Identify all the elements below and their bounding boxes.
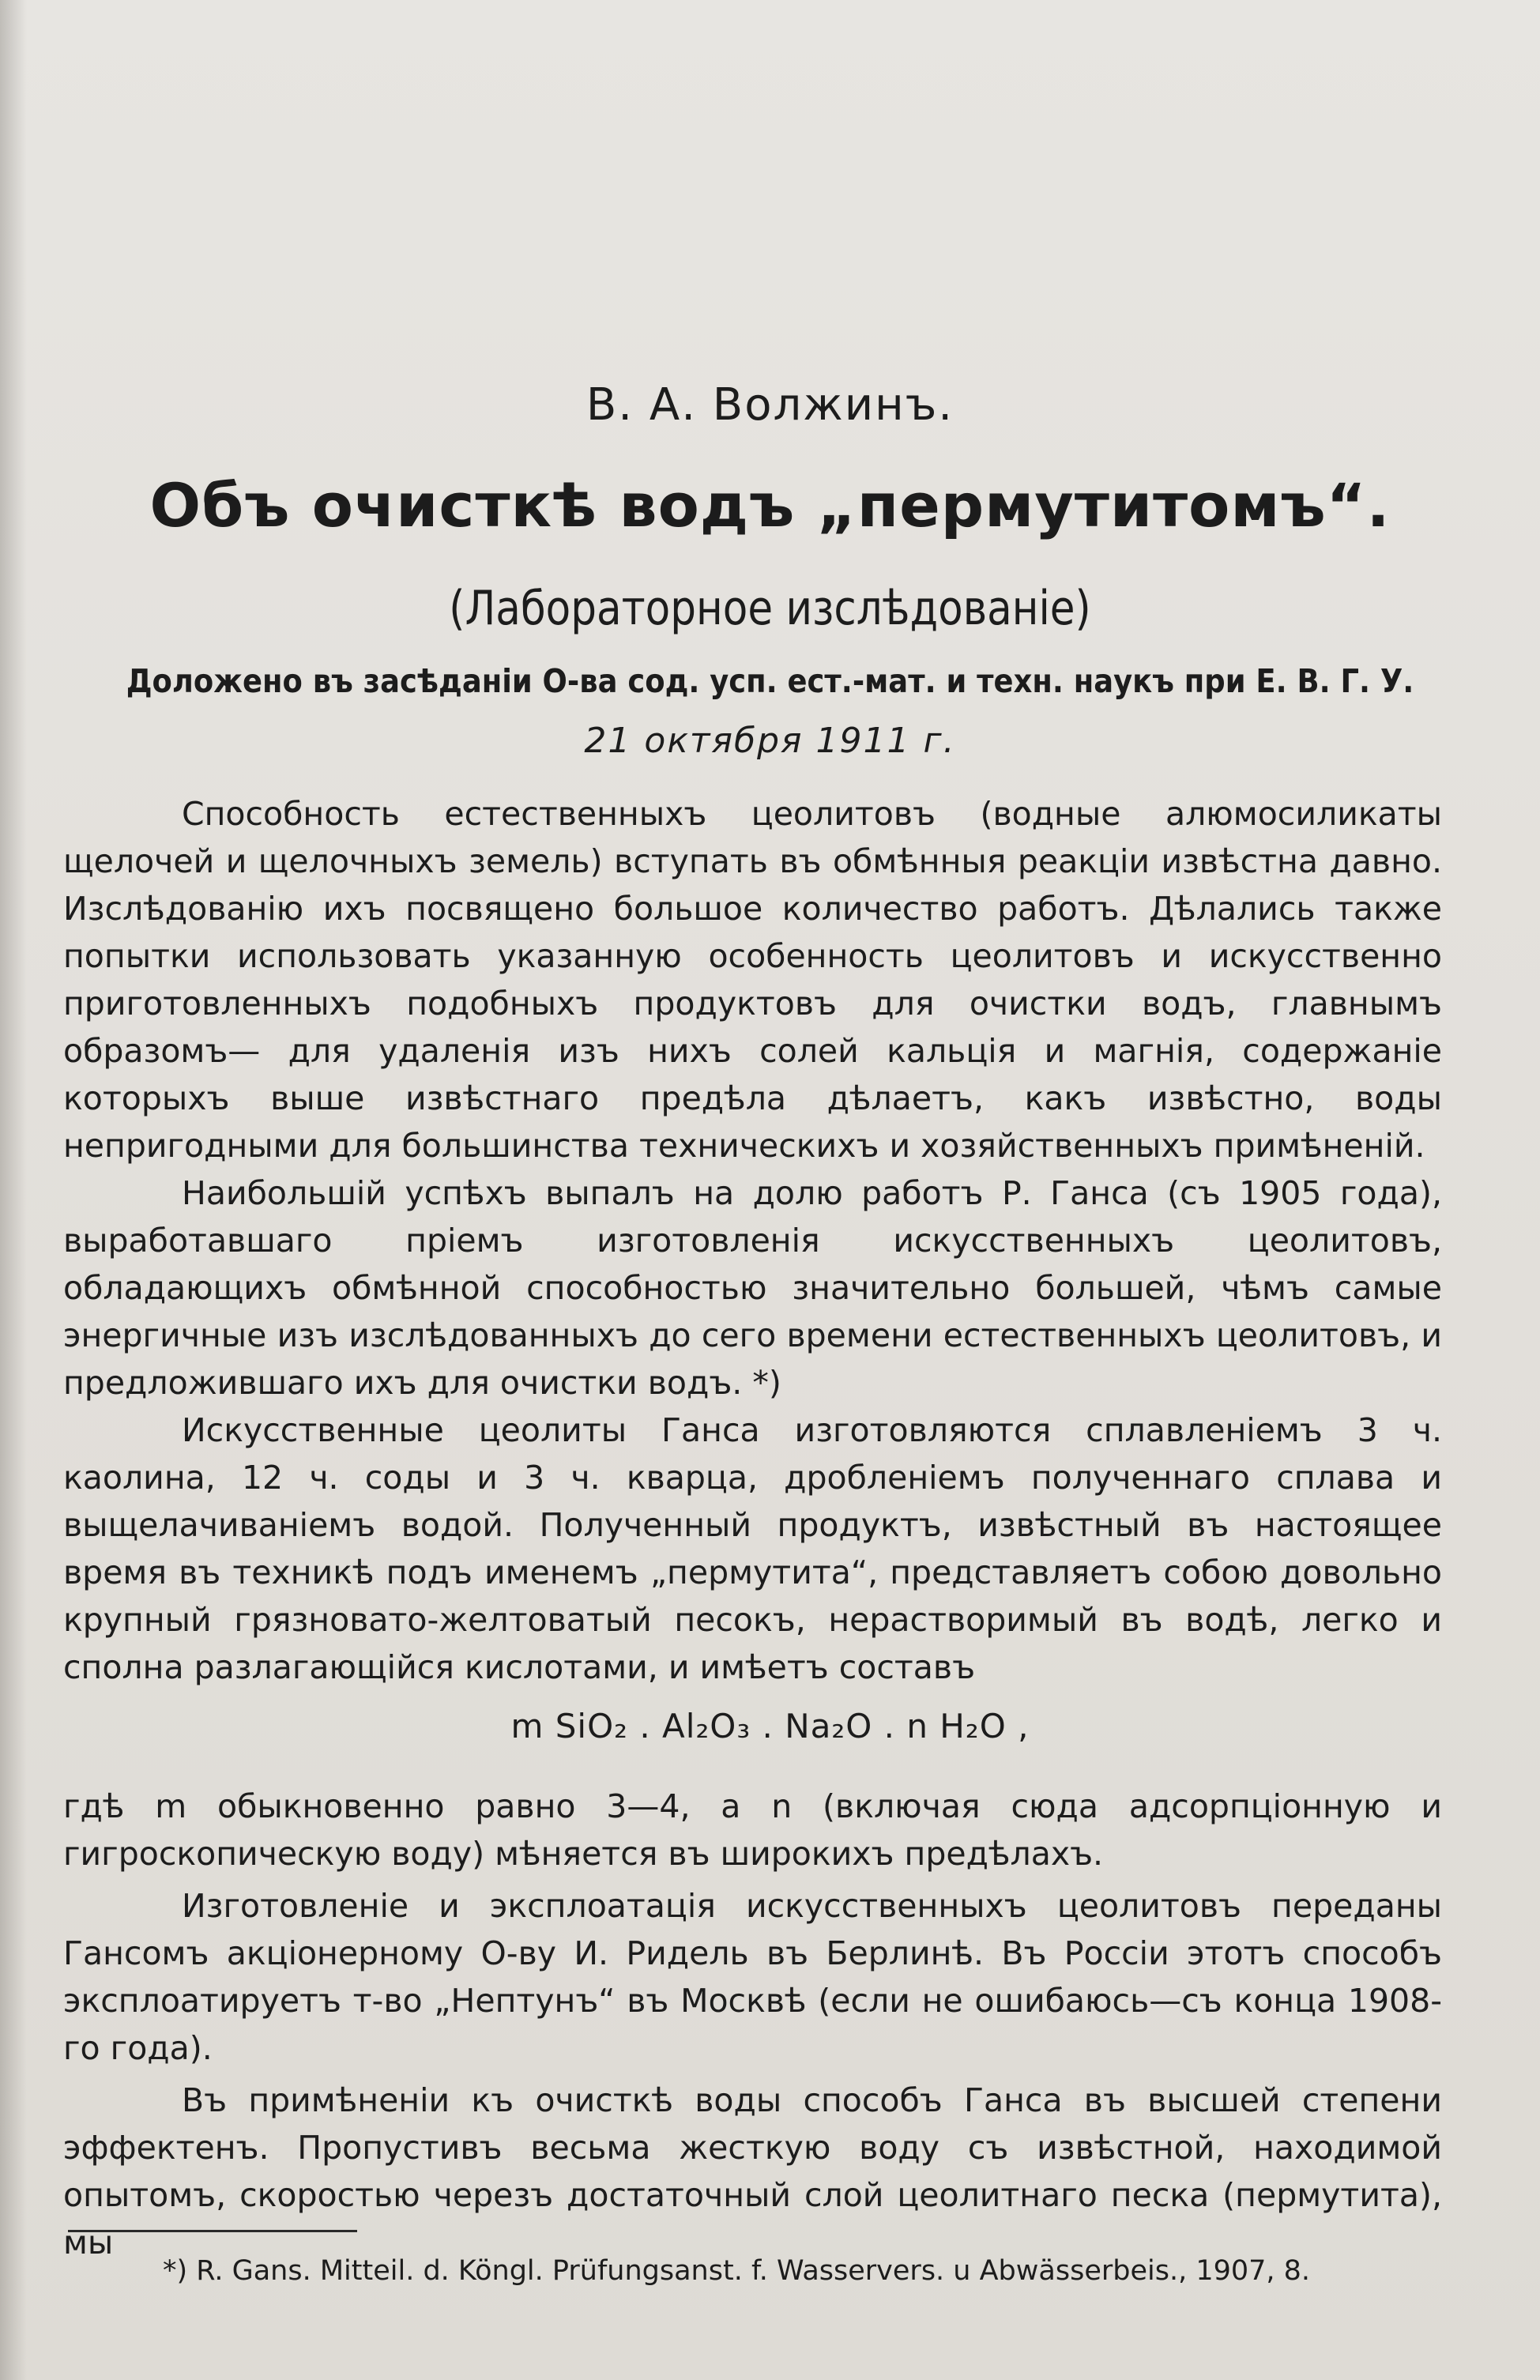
paragraph-1: Способность естественныхъ цеолитовъ (водные алюмосиликаты щелочей и щелочныхъ земель) вступать въ обмѣнныя реакцiи извѣстна давно. Изслѣдованiю ихъ посвящено большое количество работъ. Дѣлались также попытки использовать указанную особенность цеолитовъ и искусственно приготовленныхъ подобныхъ продуктовъ для очистки водъ, главнымъ образомъ— для удаленiя изъ нихъ солей кальцiя и магнiя, содержанiе которыхъ выше извѣстнаго предѣла дѣлаетъ, какъ извѣстно, воды непригодными для большинства техническихъ и хозяйственныхъ примѣненiй. [63,795,1442,1165]
article-subtitle: (Лабораторное изслѣдованiе) [449,581,1091,636]
article-title: Объ очисткѣ водъ „пермутитомъ“. [149,470,1391,540]
body-text-upper [63,790,1442,1691]
page-edge-shadow [0,0,27,2380]
paragraph-4: гдѣ m обыкновенно равно 3—4, а n (включая сюда адсорпцiонную и гигроскопическую воду) мѣняется въ широкихъ предѣлахъ. [63,1787,1442,1873]
presentation-date: 21 октября 1911 г. [584,721,956,761]
presentation-note: Доложено въ засѣданiи О-ва сод. усп. ест.-мат. и техн. наукъ при Е. В. Г. У. [126,662,1414,700]
chemical-formula: m SiO₂ . Al₂O₃ . Na₂O . n H₂O , [510,1707,1030,1745]
footnote-divider [68,2230,357,2232]
paragraph-2: Наибольшiй успѣхъ выпалъ на долю работъ Р. Ганса (съ 1905 года), выработавшаго прiемъ изготовленiя искусственныхъ цеолитовъ, обладающихъ обмѣнной способностью значительно большей, чѣмъ самые энергичные изъ изслѣдованныхъ до сего времени естественныхъ цеолитовъ, и предложившаго ихъ для очистки водъ. *) [63,1174,1442,1402]
body-text-lower [63,1783,1442,2271]
footnote: *) R. Gans. Mitteil. d. Köngl. Prüfungsanst. f. Wasservers. u Abwässerbeis., 1907, 8. [163,2255,1311,2287]
paragraph-6: Въ примѣненiи къ очисткѣ воды способъ Ганса въ высшей степени эффектенъ. Пропустивъ весьма жесткую воду съ извѣстной, находимой опытомъ, скоростью черезъ достаточный слой цеолитнаго песка (пермутита), мы [63,2081,1442,2261]
author-name: В. А. Волжинъ. [586,379,954,431]
paragraph-5: Изготовленiе и эксплоатацiя искусственныхъ цеолитовъ переданы Гансомъ акцiонерному О-ву И. Ридель въ Берлинѣ. Въ Россiи этотъ способъ эксплоатируетъ т-во „Нептунъ“ въ Москвѣ (если не ошибаюсь—съ конца 1908-го года). [63,1887,1442,2067]
paragraph-3: Искусственные цеолиты Ганса изготовляются сплавленiемъ 3 ч. каолина, 12 ч. соды и 3 ч. кварца, дробленiемъ полученнаго сплава и выщелачиванiемъ водой. Полученный продуктъ, извѣстный въ настоящее время въ техникѣ подъ именемъ „пермутита“, представляетъ собою довольно крупный грязновато-желтоватый песокъ, нерастворимый въ водѣ, легко и сполна разлагающiйся кислотами, и имѣетъ составъ [63,1411,1442,1686]
